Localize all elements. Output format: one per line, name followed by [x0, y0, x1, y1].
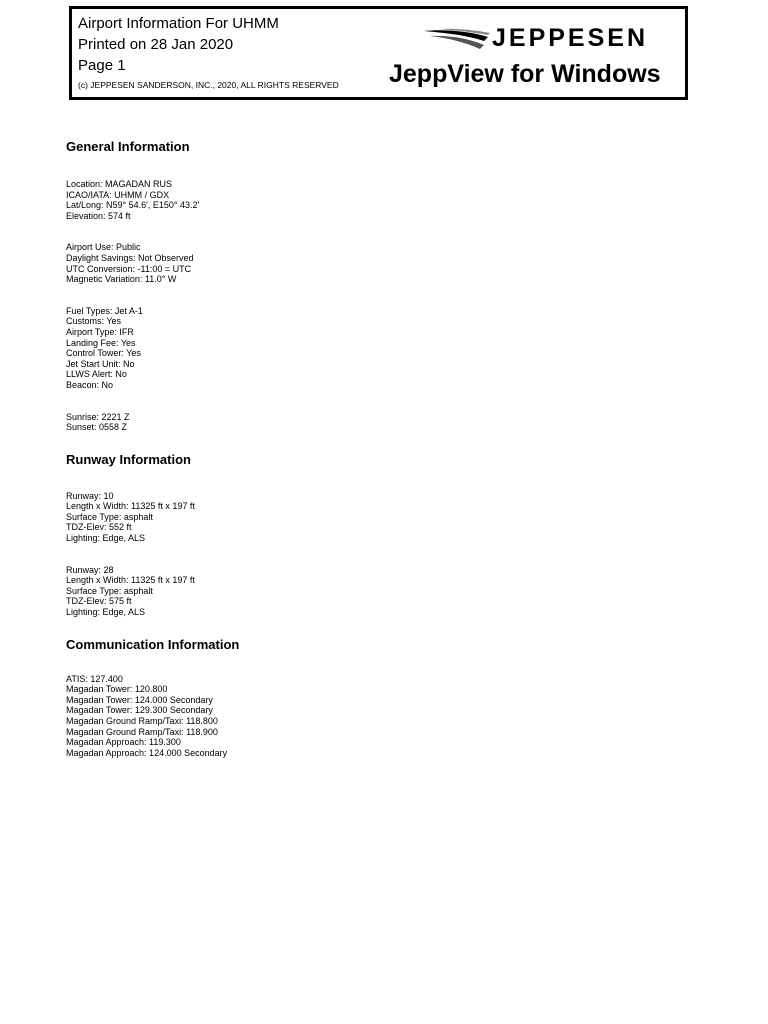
section-title: Runway Information [66, 451, 191, 467]
info-line: Magadan Ground Ramp/Taxi: 118.800 [66, 716, 218, 726]
runway-information-section [66, 451, 706, 618]
info-line: Jet Start Unit: No [66, 358, 135, 369]
info-group [66, 306, 706, 391]
info-group [66, 179, 706, 221]
info-group [66, 491, 706, 544]
info-group [66, 565, 706, 618]
info-line: Magadan Approach: 119.300 [66, 737, 181, 748]
document-body [66, 138, 706, 758]
info-line: Lighting: Edge, ALS [66, 607, 146, 618]
communication-information-section [66, 636, 706, 759]
info-groups [66, 491, 706, 618]
copyright-notice: (c) JEPPESEN SANDERSON, INC., 2020, ALL RIGHTS RESERVED [78, 80, 339, 90]
info-line: Runway: 10 [66, 490, 114, 501]
info-line: ICAO/IATA: UHMM / GDX [66, 189, 170, 200]
info-line: Beacon: No [66, 379, 114, 390]
info-line: Customs: Yes [66, 316, 122, 327]
info-line: Length x Width: 11325 ft x 197 ft [66, 575, 195, 586]
info-line: Magadan Tower: 124.000 Secondary [66, 694, 213, 705]
info-line: TDZ-Elev: 552 ft [66, 522, 132, 533]
info-line: Airport Use: Public [66, 242, 141, 253]
info-line: Daylight Savings: Not Observed [66, 252, 194, 263]
logo-swoosh-icon [424, 25, 490, 51]
info-line: UTC Conversion: -11:00 = UTC [66, 263, 192, 274]
page-number: Page 1 [78, 57, 126, 74]
document-title: Airport Information For UHMM [78, 15, 279, 32]
info-line: Location: MAGADAN RUS [66, 179, 173, 189]
section-title: Communication Information [66, 636, 240, 652]
info-line: Magadan Tower: 120.800 [66, 684, 168, 695]
info-groups [66, 674, 706, 759]
info-line: Length x Width: 11325 ft x 197 ft [66, 501, 195, 512]
info-line: Surface Type: asphalt [66, 585, 153, 596]
info-line: Lat/Long: N59° 54.6', E150° 43.2' [66, 200, 200, 211]
logo-wordmark: JEPPESEN [492, 24, 649, 52]
info-group [66, 412, 706, 433]
info-groups [66, 179, 706, 433]
info-line: Runway: 28 [66, 564, 114, 575]
info-line: Control Tower: Yes [66, 348, 141, 359]
info-line: Magadan Approach: 124.000 Secondary [66, 747, 228, 758]
info-line: Magadan Tower: 129.300 Secondary [66, 705, 213, 716]
info-line: TDZ-Elev: 575 ft [66, 596, 132, 607]
info-line: Magnetic Variation: 11.0° W [66, 274, 177, 285]
info-line: Sunrise: 2221 Z [66, 411, 130, 422]
info-line: Surface Type: asphalt [66, 511, 153, 522]
info-line: Sunset: 0558 Z [66, 422, 128, 433]
document-header [69, 6, 688, 100]
info-line: Magadan Ground Ramp/Taxi: 118.900 [66, 726, 218, 737]
section-title: General Information [66, 139, 190, 154]
print-date: Printed on 28 Jan 2020 [78, 36, 234, 53]
jeppesen-logo [424, 25, 672, 51]
info-line: Lighting: Edge, ALS [66, 533, 146, 544]
info-line: Elevation: 574 ft [66, 210, 131, 221]
general-information-section [66, 138, 706, 433]
info-line: Landing Fee: Yes [66, 337, 136, 348]
info-line: Fuel Types: Jet A-1 [66, 305, 143, 316]
info-line: ATIS: 127.400 [66, 673, 123, 684]
product-title: JeppView for Windows [389, 60, 661, 88]
header-info [78, 13, 339, 92]
info-line: Airport Type: IFR [66, 326, 134, 337]
info-group [66, 242, 706, 284]
info-line: LLWS Alert: No [66, 369, 127, 380]
info-group [66, 674, 706, 759]
